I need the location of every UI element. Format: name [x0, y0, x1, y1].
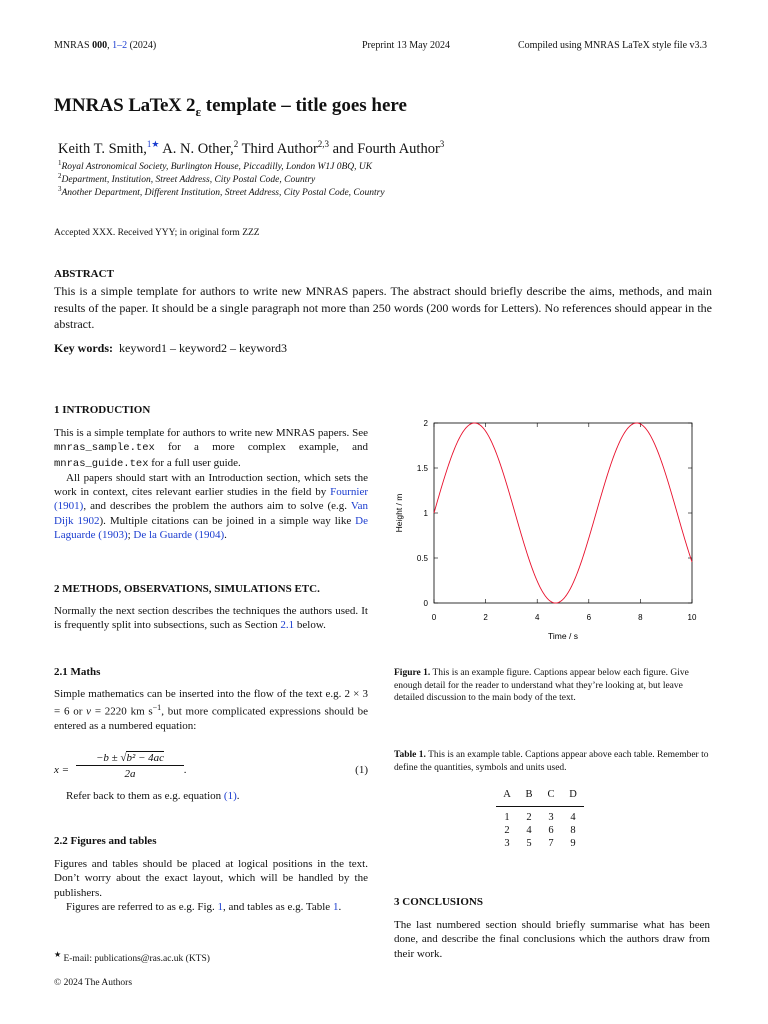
affiliation-1: $^1$Royal Astronomical Society, Burlington House, Piccadilly, London W1J 0BQ, UK [58, 159, 373, 173]
x-tick-label: 6 [586, 613, 592, 622]
table-1-caption: Table 1. This is an example table. Captions appear above each table. Remember to define the quantities, symbols and units used. [394, 750, 709, 773]
footnote-email: ★ E-mail: publications@ras.ac.uk (KTS) [54, 950, 210, 965]
citation-link[interactable]: De la Guarde [133, 529, 193, 542]
affiliation-2: $^2$Department, Institution, Street Address, City Postal Code, Country [58, 172, 316, 186]
table-cell: 6 [548, 825, 554, 836]
y-tick-label: 0.5 [416, 554, 428, 563]
table-cell: 3 [548, 812, 554, 823]
table-row [496, 837, 584, 850]
section-heading-conclusions: 3 CONCLUSIONS [394, 896, 483, 908]
table-ref-link[interactable]: 1 [332, 900, 339, 913]
table-header-cell: C [540, 788, 562, 807]
table-cell: 8 [570, 825, 576, 836]
x-tick-label: 2 [483, 613, 488, 622]
intro-text: This is a simple template for authors to write new MNRAS papers. See mnras_sample.tex for a more complex example, and mnras_guide.tex for a full user guide. All papers should start with an Introduction section, which sets the work in context, cites relevant earlier studies in the field by Fournier (1901), and describes the problem the authors aim to solve (e.g. Van Dijk 1902). Multiple citations can be joined in a simple way like De Laguarde (1903); De la Guarde (1904). [54, 427, 368, 542]
author-list: Keith T. Smith,$^{1★}$ A. N. Other,$^2$ Third Author$^{2,3}$ and Fourth Author$^3$ [58, 139, 445, 157]
equation-1: x = $\frac{\text{−b ± √b² − 4ac}}{2a}$ . (1) [54, 752, 368, 780]
y-tick-label: 2 [423, 419, 428, 428]
citation-year-link[interactable]: (1903) [98, 529, 128, 542]
table-header-cell: A [496, 788, 518, 807]
x-axis-label: Time / s [548, 631, 578, 641]
footnote-star-ref[interactable]: ★ [151, 139, 160, 149]
section-heading-introduction: 1 INTRODUCTION [54, 404, 151, 416]
y-tick-label: 1.5 [416, 464, 428, 473]
copyright: © 2024 The Authors [54, 978, 133, 988]
table-cell: 7 [548, 838, 554, 849]
table-cell: 5 [526, 838, 532, 849]
table-cell: 2 [504, 825, 510, 836]
y-tick-label: 1 [423, 509, 428, 518]
figures-tables-text: Figures and tables should be placed at logical positions in the text. Don’t worry about the exact layout, which will be handled by the publishers. Figures are referred to as e.g. Fig. 1, and tables as e.g. Table 1. [54, 858, 368, 913]
abstract-heading: ABSTRACT [54, 268, 114, 280]
table-1 [496, 788, 584, 850]
running-header-left: MNRAS 000, 1–2 (2024) [54, 40, 157, 51]
figure-1-chart [394, 410, 704, 645]
running-header-date: Preprint 13 May 2024 [362, 40, 451, 51]
citation-link[interactable]: De Laguarde [54, 514, 368, 542]
table-header-row [496, 788, 584, 807]
abstract-body: This is a simple template for authors to write new MNRAS papers. The abstract should briefly describe the aims, methods, and main results of the paper. It should be a single paragraph not more than 250 words (200 words for Letters). No references should appear in the abstract. [54, 284, 712, 331]
citation-year-link[interactable]: (1901) [54, 500, 84, 513]
figure-ref-link[interactable]: 1 [217, 900, 224, 913]
table-cell: 1 [504, 812, 510, 823]
figure-1-caption: Figure 1. This is an example figure. Captions appear below each figure. Give enough detail for the reader to understand what they’re looking at, but leave detailed discussion to the main body of the text. [394, 668, 689, 703]
table-header-cell: D [562, 788, 584, 807]
table-header-cell: B [518, 788, 540, 807]
plot-frame [434, 423, 692, 603]
series-line [434, 423, 692, 603]
x-tick-label: 8 [638, 613, 643, 622]
equation-number: (1) [355, 764, 368, 776]
running-header-right: Compiled using MNRAS LaTeX style file v3.3 [518, 40, 708, 51]
table-cell: 4 [526, 825, 532, 836]
citation-year-link[interactable]: (1904) [194, 529, 225, 542]
x-tick-label: 0 [431, 613, 437, 622]
citation-link[interactable]: Fournier [330, 486, 368, 499]
citation-link[interactable]: Van Dijk 1902 [54, 500, 368, 527]
keywords: Key words: keyword1 – keyword2 – keyword3 [54, 341, 287, 355]
affiliation-3: $^3$Another Department, Different Institution, Street Address, City Postal Code, Country [58, 185, 385, 199]
conclusions-text: The last numbered section should briefly summarise what has been done, and describe the final conclusions which the authors draw from their work. [394, 919, 710, 960]
accepted-line: Accepted XXX. Received YYY; in original form ZZZ [54, 228, 260, 238]
x-tick-label: 4 [534, 613, 540, 622]
equation-ref-link[interactable]: (1) [223, 790, 237, 802]
subsection-heading-figures-tables: 2.2 Figures and tables [54, 835, 157, 847]
table-row [496, 807, 584, 825]
section-heading-methods: 2 METHODS, OBSERVATIONS, SIMULATIONS ETC. [54, 583, 320, 595]
y-tick-label: 0 [423, 599, 428, 608]
table-cell: 9 [570, 838, 576, 849]
maths-text: Simple mathematics can be inserted into the flow of the text e.g. 2 × 3 = 6 or v = 2220 km $s^{-1}$, but more complicated expressions should be entered as a numbered equation: [54, 688, 368, 733]
table-cell: 2 [526, 812, 532, 823]
section-ref-link[interactable]: 2.1 [280, 619, 295, 632]
table-row [496, 824, 584, 837]
methods-text: Normally the next section describes the techniques the authors used. It is frequently split into subsections, such as Section 2.1 below. [54, 605, 368, 632]
table-cell: 3 [504, 838, 510, 849]
table-cell: 4 [570, 812, 576, 823]
affil-ref[interactable]: 1 [146, 139, 152, 149]
maths-refer-text: Refer back to them as e.g. equation (1). [66, 790, 240, 802]
page-range-link[interactable]: 1–2 [112, 40, 128, 51]
x-tick-label: 10 [687, 613, 697, 622]
y-axis-label: Height / m [394, 493, 404, 533]
subsection-heading-maths: 2.1 Maths [54, 666, 101, 678]
paper-title: MNRAS LaTeX $2_\varepsilon$ template – title goes here [54, 95, 407, 119]
